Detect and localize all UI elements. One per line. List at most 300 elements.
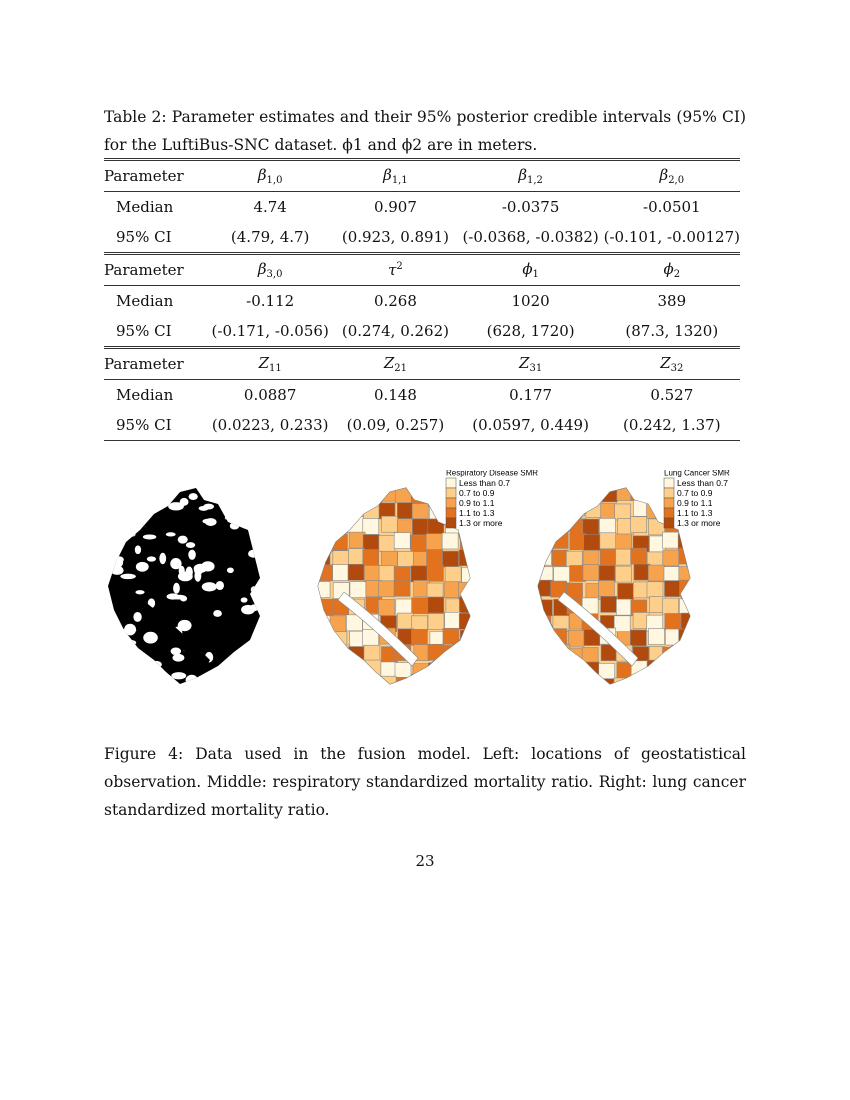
municipality-cell <box>251 586 257 593</box>
municipality-cell <box>679 660 695 676</box>
municipality-cell <box>333 551 349 567</box>
municipality-cell <box>679 599 695 615</box>
municipality-cell <box>428 614 444 630</box>
parameter-symbol: $\beta_{2,0}$ <box>604 160 740 192</box>
municipality-cell <box>634 564 650 580</box>
municipality-cell <box>398 551 414 567</box>
municipality-cell <box>428 484 444 500</box>
table-cell: -0.112 <box>246 292 295 310</box>
municipality-cell <box>583 487 599 503</box>
municipality-cell <box>216 581 224 590</box>
municipality-cell <box>475 630 491 646</box>
legend-swatch <box>446 498 456 508</box>
municipality-cell <box>649 484 665 500</box>
municipality-cell <box>135 590 144 594</box>
municipality-cell <box>397 677 413 693</box>
legend-swatch <box>446 518 456 528</box>
municipality-cell <box>631 548 647 564</box>
municipality-cell <box>427 583 443 599</box>
municipality-cell <box>171 672 186 679</box>
municipality-cell <box>552 662 568 678</box>
municipality-cell <box>567 487 583 503</box>
municipality-cell <box>616 549 632 565</box>
municipality-cell <box>397 503 413 519</box>
municipality-cell <box>156 492 163 502</box>
municipality-cell <box>615 566 631 582</box>
municipality-cell <box>647 660 663 676</box>
municipality-cell <box>428 644 444 660</box>
municipality-cell <box>426 534 442 550</box>
legend-swatch <box>664 488 674 498</box>
parameter-symbol: $\beta_{1,1}$ <box>333 160 457 192</box>
municipality-cell <box>459 597 475 613</box>
municipality-cell <box>364 645 380 661</box>
municipality-cell <box>364 503 380 519</box>
municipality-cell <box>171 595 186 600</box>
municipality-cell <box>538 663 554 679</box>
municipality-cell <box>125 532 136 537</box>
legend-swatch <box>446 478 456 488</box>
legend-title: Lung Cancer SMR <box>664 470 730 478</box>
municipality-cell <box>444 582 460 598</box>
table-cell: 0.907 <box>373 198 417 216</box>
municipality-cell <box>477 614 493 630</box>
table-cell: -0.0501 <box>643 198 701 216</box>
municipality-cell <box>616 599 632 615</box>
municipality-cell <box>395 663 411 679</box>
municipality-cell <box>178 571 193 581</box>
municipality-cell <box>396 599 412 615</box>
municipality-cell <box>445 612 461 628</box>
municipality-cell <box>478 551 494 567</box>
municipality-cell <box>534 631 550 647</box>
municipality-cell <box>121 640 136 646</box>
municipality-cell <box>333 565 349 581</box>
municipality-cell <box>202 519 215 524</box>
municipality-cell <box>663 598 679 614</box>
municipality-cell <box>537 516 553 532</box>
municipality-cell <box>333 662 349 678</box>
municipality-cell <box>537 647 553 663</box>
municipality-cell <box>133 612 141 622</box>
municipality-cell <box>601 486 617 502</box>
table-cell: (-0.0368, -0.0382) <box>462 228 599 246</box>
table-row <box>104 192 740 223</box>
municipality-cell <box>317 629 333 645</box>
municipality-cell <box>536 600 552 616</box>
municipality-cell <box>460 630 476 646</box>
municipality-cell <box>380 676 396 692</box>
table-cell: (0.242, 1.37) <box>604 410 740 441</box>
legend-swatch <box>446 488 456 498</box>
municipality-cell <box>679 548 695 564</box>
municipality-cell <box>140 657 151 663</box>
parameter-symbol: $Z_{11}$ <box>207 348 333 380</box>
municipality-cell <box>665 613 681 629</box>
table-cell: (4.79, 4.7) <box>230 228 310 246</box>
municipality-cell <box>630 630 646 646</box>
municipality-cell <box>600 533 616 549</box>
municipality-cell <box>348 487 364 503</box>
municipality-cell <box>230 522 239 529</box>
municipality-cell <box>350 582 366 598</box>
row-label: Median <box>116 386 174 404</box>
municipality-cell <box>427 565 443 581</box>
table-cell: 0.527 <box>650 386 694 404</box>
row-label: 95% CI <box>116 322 172 340</box>
table-row <box>104 410 740 441</box>
municipality-cell <box>398 613 414 629</box>
municipality-cell <box>664 567 680 583</box>
municipality-cell <box>664 581 680 597</box>
municipality-cell <box>535 549 551 565</box>
municipality-cell <box>225 516 233 520</box>
municipality-cell <box>429 503 445 519</box>
table-header-row <box>104 348 740 380</box>
municipality-cell <box>695 677 711 693</box>
municipality-cell <box>698 535 714 551</box>
table-cell: (628, 1720) <box>486 322 575 340</box>
observation-locations-map <box>107 488 260 685</box>
municipality-cell <box>694 631 710 647</box>
table-cell: (0.0597, 0.449) <box>458 410 604 441</box>
municipality-cell <box>118 657 125 662</box>
municipality-cell <box>363 549 379 565</box>
municipality-cell <box>143 632 158 644</box>
municipality-cell <box>475 565 491 581</box>
parameter-symbol: $Z_{32}$ <box>604 348 740 380</box>
legend-swatch <box>664 518 674 528</box>
municipality-cell <box>535 616 551 632</box>
municipality-cell <box>317 519 333 535</box>
table-row <box>104 380 740 411</box>
municipality-cell <box>459 613 475 629</box>
municipality-cell <box>649 519 665 535</box>
municipality-cell <box>443 551 459 567</box>
legend-title: Respiratory Disease SMR <box>446 470 539 478</box>
table-cell: 1020 <box>511 292 550 310</box>
municipality-cell <box>411 677 427 693</box>
municipality-cell <box>428 519 444 535</box>
municipality-cell <box>173 583 180 594</box>
legend-label: 1.1 to 1.3 <box>459 508 495 518</box>
municipality-cell <box>178 620 192 631</box>
parameter-symbol: $\beta_{1,2}$ <box>458 160 604 192</box>
municipality-cell <box>314 662 330 678</box>
parameter-table <box>104 158 740 441</box>
municipality-cell <box>585 679 601 695</box>
municipality-cell <box>166 532 176 536</box>
municipality-cell <box>443 662 459 678</box>
municipality-cell <box>170 558 181 569</box>
municipality-cell <box>331 484 347 500</box>
municipality-cell <box>474 647 490 663</box>
municipality-cell <box>189 493 198 500</box>
municipality-cell <box>227 567 234 573</box>
municipality-cell <box>316 485 332 501</box>
municipality-cell <box>348 564 364 580</box>
municipality-cell <box>147 556 156 561</box>
municipality-cell <box>365 660 381 676</box>
table-cell: (-0.171, -0.056) <box>211 322 329 340</box>
municipality-cell <box>412 519 428 535</box>
parameter-symbol: $\beta_{3,0}$ <box>207 254 333 286</box>
municipality-cell <box>314 582 330 598</box>
municipality-cell <box>552 532 568 548</box>
municipality-cell <box>631 679 647 695</box>
parameter-symbol: $Z_{21}$ <box>333 348 457 380</box>
municipality-cell <box>349 532 365 548</box>
municipality-cell <box>601 504 617 520</box>
municipality-cell <box>147 670 153 677</box>
municipality-cell <box>241 597 248 602</box>
municipality-cell <box>136 562 149 572</box>
municipality-cell <box>599 518 615 534</box>
municipality-cell <box>411 535 427 551</box>
municipality-cell <box>600 549 616 565</box>
municipality-cell <box>112 556 123 568</box>
municipality-cell <box>551 520 567 536</box>
legend-label: 0.7 to 0.9 <box>677 488 713 498</box>
table-header-row <box>104 160 740 192</box>
legend-swatch <box>664 508 674 518</box>
municipality-cell <box>583 662 599 678</box>
region-outline <box>108 488 260 684</box>
table-cell: (0.0223, 0.233) <box>207 410 333 441</box>
municipality-cell <box>250 604 259 611</box>
municipality-cell <box>681 613 697 629</box>
municipality-cell <box>199 506 209 511</box>
municipality-cell <box>412 504 428 520</box>
municipality-cell <box>695 648 711 664</box>
municipality-cell <box>201 561 215 571</box>
municipality-cell <box>248 550 258 558</box>
municipality-cell <box>442 533 458 549</box>
table-cell: (87.3, 1320) <box>625 322 719 340</box>
table-cell: (-0.101, -0.00127) <box>603 228 740 246</box>
municipality-cell <box>135 545 141 554</box>
figure-4 <box>100 470 750 710</box>
municipality-cell <box>316 536 332 552</box>
municipality-cell <box>413 664 429 680</box>
municipality-cell <box>379 536 395 552</box>
municipality-cell <box>459 662 475 678</box>
figure-caption: Figure 4: Data used in the fusion model. Left: locations of geostatistical observation. Middle: respiratory standardized mortality ratio. Right: lung cancer standardized mortality ratio. <box>104 745 746 819</box>
table-cell: -0.0375 <box>501 198 560 216</box>
municipality-cell <box>695 661 711 677</box>
table-caption: Table 2: Parameter estimates and their 95% posterior credible intervals (95% CI) for the LuftiBus-SNC dataset. ϕ1 and ϕ2 are in meters. <box>104 108 746 154</box>
municipality-cell <box>331 501 347 517</box>
municipality-cell <box>331 534 347 550</box>
legend-swatch <box>446 508 456 518</box>
municipality-cell <box>554 567 570 583</box>
row-label: 95% CI <box>116 228 172 246</box>
municipality-cell <box>551 502 567 518</box>
municipality-cell <box>394 533 410 549</box>
municipality-cell <box>395 487 411 503</box>
municipality-cell <box>598 580 614 596</box>
table-cell: 389 <box>657 292 687 310</box>
municipality-cell <box>477 662 493 678</box>
municipality-cell <box>150 661 162 668</box>
table-cell: (0.923, 0.891) <box>341 228 449 246</box>
municipality-cell <box>570 678 586 694</box>
municipality-cell <box>379 566 395 582</box>
header-label: Parameter <box>104 254 207 286</box>
page-number: 23 <box>415 852 435 870</box>
municipality-cell <box>649 679 665 695</box>
municipality-cell <box>411 566 427 582</box>
municipality-cell <box>430 678 446 694</box>
municipality-cell <box>129 496 144 508</box>
municipality-cell <box>120 574 136 580</box>
municipality-cell <box>664 676 680 692</box>
municipality-cell <box>124 624 136 636</box>
municipality-cell <box>474 596 490 612</box>
municipality-cell <box>583 550 599 566</box>
parameter-symbol: $\beta_{1,0}$ <box>207 160 333 192</box>
municipality-cell <box>238 666 248 678</box>
municipality-cell <box>428 597 444 613</box>
municipality-cell <box>663 662 679 678</box>
municipality-cell <box>618 583 634 599</box>
legend-label: 1.3 or more <box>677 518 721 528</box>
municipality-cell <box>159 553 166 564</box>
table-cell: (0.274, 0.262) <box>341 322 449 340</box>
municipality-cell <box>554 644 570 660</box>
municipality-cell <box>427 550 443 566</box>
municipality-cell <box>552 678 568 694</box>
municipality-cell <box>363 535 379 551</box>
municipality-cell <box>461 646 477 662</box>
municipality-cell <box>132 497 139 501</box>
municipality-cell <box>394 580 410 596</box>
municipality-cell <box>364 676 380 692</box>
municipality-cell <box>679 646 695 662</box>
municipality-cell <box>186 542 195 548</box>
municipality-cell <box>315 678 331 694</box>
municipality-cell <box>382 516 398 532</box>
municipality-cell <box>663 550 679 566</box>
municipality-cell <box>347 680 363 696</box>
municipality-cell <box>614 678 630 694</box>
municipality-cell <box>173 654 185 662</box>
municipality-cell <box>443 645 459 661</box>
municipality-cell <box>553 488 569 504</box>
table-header-row <box>104 254 740 286</box>
municipality-cell <box>631 517 647 533</box>
municipality-cell <box>378 599 394 615</box>
municipality-cell <box>679 629 695 645</box>
municipality-cell <box>537 533 553 549</box>
municipality-cell <box>474 534 490 550</box>
table-row <box>104 222 740 254</box>
row-label: Median <box>116 198 174 216</box>
municipality-cell <box>348 517 364 533</box>
municipality-cell <box>443 628 459 644</box>
municipality-cell <box>568 661 584 677</box>
municipality-cell <box>363 485 379 501</box>
municipality-cell <box>318 501 334 517</box>
municipality-cell <box>663 647 679 663</box>
municipality-cell <box>535 501 551 517</box>
legend-swatch <box>664 478 674 488</box>
municipality-cell <box>107 517 120 527</box>
municipality-cell <box>698 582 714 598</box>
municipality-cell <box>379 581 395 597</box>
municipality-cell <box>552 550 568 566</box>
municipality-cell <box>412 487 428 503</box>
municipality-cell <box>330 616 346 632</box>
legend-label: 0.7 to 0.9 <box>459 488 495 498</box>
municipality-cell <box>349 549 365 565</box>
municipality-cell <box>583 564 599 580</box>
municipality-cell <box>350 663 366 679</box>
municipality-cell <box>475 582 491 598</box>
municipality-cell <box>316 616 332 632</box>
municipality-cell <box>648 628 664 644</box>
municipality-cell <box>663 532 679 548</box>
table-cell: (0.09, 0.257) <box>333 410 457 441</box>
respiratory-smr-legend <box>446 470 538 528</box>
municipality-cell <box>477 678 493 694</box>
municipality-cell <box>316 565 332 581</box>
municipality-cell <box>381 551 397 567</box>
municipality-cell <box>599 679 615 695</box>
municipality-cell <box>194 570 201 582</box>
municipality-cell <box>647 582 663 598</box>
municipality-cell <box>318 647 334 663</box>
municipality-cell <box>445 567 461 583</box>
municipality-cell <box>330 517 346 533</box>
table-cell: 0.0887 <box>243 386 297 404</box>
municipality-cell <box>459 550 475 566</box>
municipality-cell <box>242 651 255 660</box>
municipality-cell <box>648 565 664 581</box>
municipality-cell <box>446 680 462 696</box>
municipality-cell <box>202 582 217 591</box>
table-cell: 0.177 <box>509 386 553 404</box>
municipality-cell <box>568 500 584 516</box>
municipality-cell <box>428 663 444 679</box>
table-row <box>104 316 740 348</box>
municipality-cell <box>381 662 397 678</box>
municipality-cell <box>694 567 710 583</box>
table-row <box>104 286 740 317</box>
table-cell: 0.148 <box>373 386 417 404</box>
legend-label: 1.1 to 1.3 <box>677 508 713 518</box>
municipality-cell <box>412 598 428 614</box>
municipality-cell <box>213 610 222 617</box>
municipality-cell <box>178 536 188 544</box>
municipality-cell <box>599 565 615 581</box>
municipality-cell <box>601 596 617 612</box>
municipality-cell <box>614 616 630 632</box>
municipality-cell <box>331 632 347 648</box>
municipality-cell <box>168 502 184 510</box>
municipality-cell <box>331 677 347 693</box>
legend-label: 0.9 to 1.1 <box>677 498 713 508</box>
table-cell: 0.268 <box>373 292 417 310</box>
municipality-cell <box>570 534 586 550</box>
row-label: 95% CI <box>104 410 207 441</box>
municipality-cell <box>186 675 198 686</box>
municipality-cell <box>566 551 582 567</box>
municipality-cell <box>568 630 584 646</box>
municipality-cell <box>130 676 140 682</box>
parameter-symbol: $\phi_1$ <box>458 254 604 286</box>
municipality-cell <box>698 552 714 568</box>
